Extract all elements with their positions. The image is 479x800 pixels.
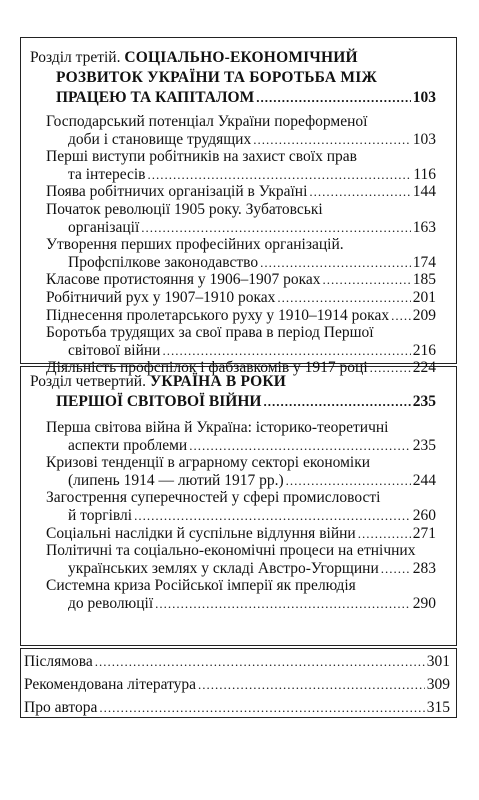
- part-four-heading: [30, 372, 286, 391]
- toc-entry[interactable]: [68, 506, 436, 525]
- dot-leader: [198, 675, 425, 694]
- dot-leader: [189, 436, 411, 455]
- toc-entry-title: Класове протистояння у 1906–1907 роках: [46, 271, 321, 289]
- page-number: 216: [412, 341, 436, 359]
- page-number: 283: [412, 559, 436, 577]
- page-number: 260: [412, 507, 436, 524]
- toc-entry-line[interactable]: Утворення перших професійних організацій.: [46, 236, 344, 254]
- page-number: 174: [412, 253, 436, 271]
- dot-leader: [286, 471, 411, 490]
- dot-leader: [323, 270, 411, 289]
- toc-entry[interactable]: [46, 288, 436, 307]
- dot-leader: [134, 506, 411, 525]
- toc-entry[interactable]: [68, 165, 436, 184]
- toc-entry-title: Поява робітничих організацій в Україні: [46, 183, 308, 201]
- part-label: Розділ четвертий.: [30, 373, 150, 390]
- toc-entry-title: організації: [68, 218, 140, 236]
- page-number: 244: [412, 471, 436, 489]
- part-four-title-row[interactable]: [56, 392, 436, 411]
- page-number: 163: [412, 218, 436, 236]
- page-number: 103: [412, 89, 436, 106]
- dot-leader: [309, 182, 410, 201]
- toc-entry-title: Робітничий рух у 1907–1910 роках: [46, 289, 276, 306]
- toc-entry-line[interactable]: Системна криза Російської імперії як прелюдія: [46, 577, 356, 595]
- part-three-title-row[interactable]: [56, 88, 436, 107]
- toc-entry-title: Рекомендована література: [24, 676, 197, 693]
- toc-entry-title: Діяльність профспілок і фабзавкомів у 1917 році: [46, 359, 368, 377]
- page-number: 271: [412, 524, 436, 542]
- page-number: 235: [412, 436, 436, 454]
- back-matter-entry[interactable]: [24, 652, 450, 671]
- part-title: УКРАЇНА В РОКИ: [149, 373, 287, 390]
- page-number: 144: [412, 183, 436, 201]
- dot-leader: [277, 288, 410, 307]
- dot-leader: [141, 218, 411, 237]
- toc-entry-line[interactable]: Політичні та соціально-економічні процеси на етнічних: [46, 542, 416, 560]
- back-matter-entry[interactable]: [24, 698, 450, 717]
- back-matter-entry[interactable]: [24, 675, 450, 694]
- page-number: 224: [412, 359, 436, 377]
- page-number: 209: [412, 306, 436, 324]
- toc-entry[interactable]: [46, 182, 436, 201]
- toc-entry-line[interactable]: Боротьба трудящих за свої права в період Першої: [46, 324, 374, 342]
- toc-entry-title: ПЕРШОЇ СВІТОВОЇ ВІЙНИ: [56, 393, 262, 410]
- toc-entry-line[interactable]: Кризові тенденції в аграрному секторі економіки: [46, 454, 371, 472]
- toc-entry-title: ПРАЦЕЮ ТА КАПІТАЛОМ: [56, 89, 255, 106]
- page-number: 315: [426, 699, 450, 716]
- dot-leader: [148, 165, 412, 184]
- page-number: 309: [426, 676, 450, 693]
- page-number: 235: [412, 393, 436, 410]
- page-number: 201: [412, 289, 436, 306]
- toc-entry[interactable]: [68, 559, 436, 578]
- toc-entry-line[interactable]: Перша світова війна й Україна: історико-теоретичні: [46, 419, 389, 436]
- toc-entry-title: Профспілкове законодавство: [68, 253, 259, 271]
- page-number: 116: [413, 165, 436, 183]
- toc-entry[interactable]: [46, 270, 436, 289]
- dot-leader: [95, 652, 425, 671]
- toc-entry[interactable]: [68, 253, 436, 272]
- dot-leader: [256, 88, 411, 107]
- toc-entry-title: аспекти проблеми: [68, 436, 188, 454]
- toc-entry-title: Соціальні наслідки й суспільне відлуння війни: [46, 524, 356, 542]
- toc-entry-line[interactable]: Господарський потенціал України пореформеної: [46, 113, 368, 130]
- toc-entry-title: Піднесення пролетарського руху у 1910–1914 роках: [46, 306, 390, 324]
- toc-entry-title: й торгівлі: [68, 507, 133, 524]
- dot-leader: [162, 341, 410, 360]
- toc-entry-title: Післямова: [24, 653, 93, 670]
- toc-entry-line[interactable]: Початок революції 1905 року. Зубатовські: [46, 201, 323, 218]
- dot-leader: [99, 698, 424, 717]
- page-number: 103: [412, 130, 436, 148]
- part-three-heading: [30, 48, 358, 67]
- toc-entry-line[interactable]: Загострення суперечностей у сфері промисловості: [46, 489, 381, 507]
- part-label: Розділ третій.: [30, 49, 125, 66]
- toc-entry-title: (липень 1914 — лютий 1917 рр.): [68, 471, 284, 489]
- page-number: 290: [412, 595, 436, 612]
- toc-entry[interactable]: [68, 471, 436, 490]
- page-number: 301: [426, 653, 450, 670]
- toc-entry-line[interactable]: Перші виступи робітників на захист своїх прав: [46, 148, 357, 166]
- dot-leader: [260, 253, 411, 272]
- dot-leader: [263, 392, 410, 411]
- toc-entry-title: доби і становище трудящих: [68, 130, 252, 148]
- toc-entry[interactable]: [46, 306, 436, 325]
- dot-leader: [253, 130, 411, 149]
- toc-entry-title: українських землях у складі Австро-Угорщини: [68, 559, 379, 577]
- dot-leader: [370, 358, 411, 377]
- toc-entry-title: світової війни: [68, 341, 161, 359]
- toc-entry[interactable]: [68, 341, 436, 360]
- toc-entry[interactable]: [68, 436, 436, 455]
- dot-leader: [391, 306, 411, 325]
- toc-entry[interactable]: [46, 524, 436, 543]
- dot-leader: [381, 559, 411, 578]
- part-title: СОЦІАЛЬНО-ЕКОНОМІЧНИЙ: [124, 49, 358, 66]
- toc-entry[interactable]: [68, 218, 436, 237]
- toc-entry[interactable]: [68, 130, 436, 149]
- page-number: 185: [412, 271, 436, 289]
- dot-leader: [358, 524, 411, 543]
- toc-entry[interactable]: [68, 594, 436, 613]
- toc-entry-title: до революції: [68, 595, 154, 612]
- toc-entry-title: та інтересів: [68, 165, 146, 183]
- dot-leader: [155, 594, 411, 613]
- toc-entry-title: Про автора: [24, 699, 98, 716]
- part-three-title-line-2[interactable]: РОЗВИТОК УКРАЇНИ ТА БОРОТЬБА МІЖ: [56, 69, 377, 86]
